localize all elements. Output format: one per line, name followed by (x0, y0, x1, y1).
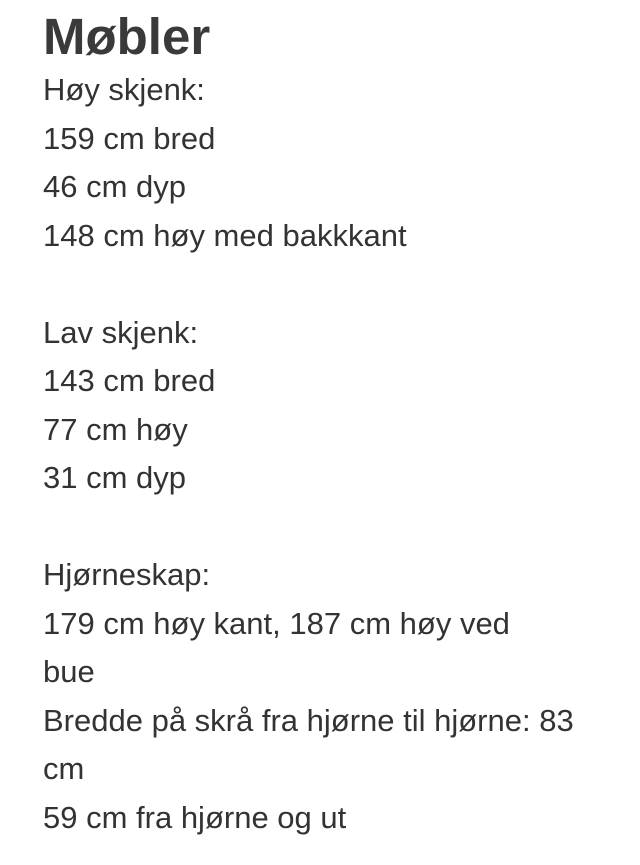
measurement-line: 46 cm dyp (43, 169, 187, 204)
measurement-line: 31 cm dyp (43, 460, 187, 495)
section-heading: Lav skjenk: (43, 314, 199, 350)
note-document (43, 0, 623, 842)
section-hjorneskap (43, 551, 623, 842)
section-lav-skjenk (43, 309, 623, 503)
measurement-line: 179 cm høy kant, 187 cm høy ved bue (43, 605, 510, 689)
measurement-line: 59 cm fra hjørne og ut (43, 799, 347, 835)
measurement-line: 143 cm bred (43, 363, 216, 398)
measurement-line: 77 cm høy (43, 411, 188, 447)
section-heading: Høy skjenk: (43, 72, 205, 107)
measurement-line: 148 cm høy med bakkkant (43, 217, 407, 253)
blank-line (43, 260, 623, 309)
note-title: Møbler (43, 8, 211, 65)
measurement-line: 159 cm bred (43, 120, 216, 156)
section-hoy-skjenk (43, 66, 623, 260)
blank-line (43, 503, 623, 552)
measurement-line: Bredde på skrå fra hjørne til hjørne: 83 cm (43, 702, 574, 786)
section-heading: Hjørneskap: (43, 557, 211, 592)
